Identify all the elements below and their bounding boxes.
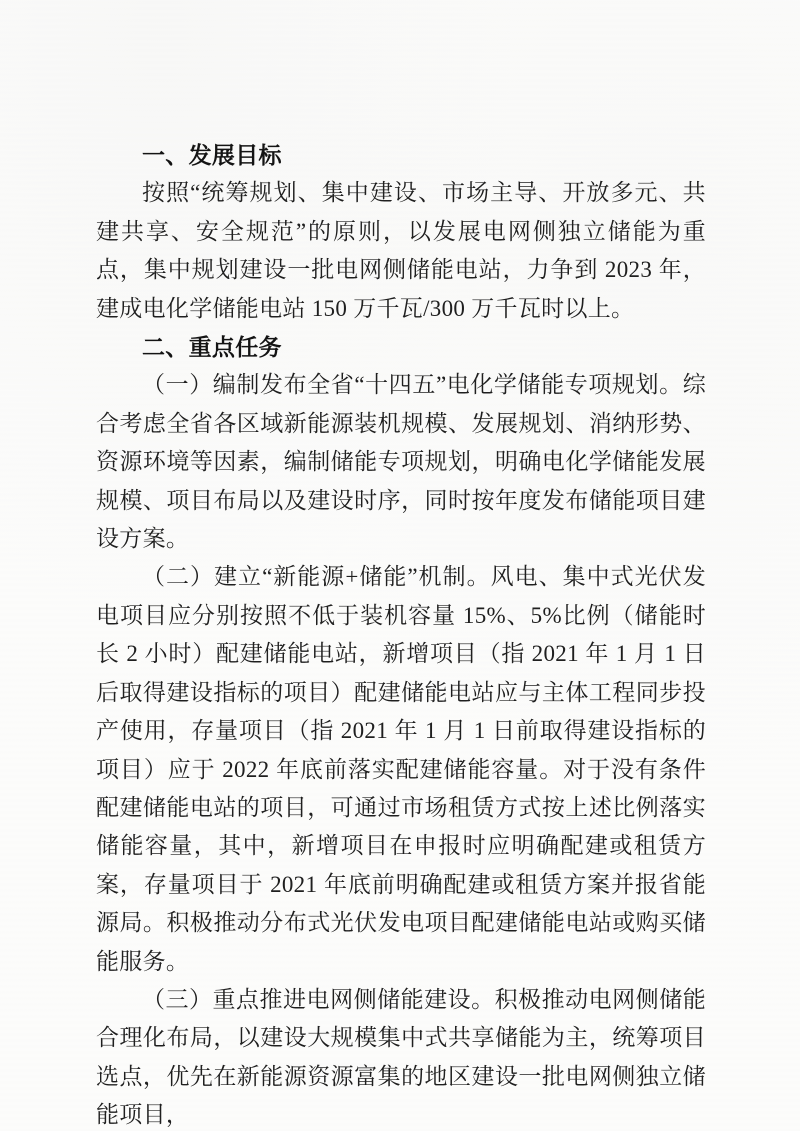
paragraph-task-2-new-energy-storage-mechanism: （二）建立“新能源+储能”机制。风电、集中式光伏发电项目应分别按照不低于装机容量 15%、5%比例（储能时长 2 小时）配建储能电站，新增项目（指 2021 年 1 月 1 日后取得建设指标的项目）配建储能电站应与主体工程同步投产使用，存量项目（指 2021 年 1 月 1 日前取得建设指标的项目）应于 2022 年底前落实配建储能容量。对于没有条件配建储能电站的项目，可通过市场租赁方式按上述比例落实储能容量，其中，新增项目在申报时应明确配建或租赁方案，存量项目于 2021 年底前明确配建或租赁方案并报省能源局。积极推动分布式光伏发电项目配建储能电站或购买储能服务。	[96, 564, 706, 974]
paragraph-task-1-planning: （一）编制发布全省“十四五”电化学储能专项规划。综合考虑全省各区域新能源装机规模、发展规划、消纳形势、资源环境等因素，编制储能专项规划，明确电化学储能发展规模、项目布局以及建设时序，同时按年度发布储能项目建设方案。	[96, 372, 706, 552]
paragraph-task-3-grid-side-storage: （三）重点推进电网侧储能建设。积极推动电网侧储能合理化布局，以建设大规模集中式共享储能为主，统筹项目选点，优先在新能源资源富集的地区建设一批电网侧独立储能项目，	[96, 986, 706, 1128]
section-heading-development-goals: 一、发展目标	[142, 142, 282, 168]
section-heading-key-tasks: 二、重点任务	[142, 334, 282, 361]
document-body	[96, 136, 706, 1135]
paragraph-development-goals: 按照“统筹规划、集中建设、市场主导、开放多元、共建共享、安全规范”的原则，以发展电网侧独立储能为重点，集中规划建设一批电网侧储能电站，力争到 2023 年，建成电化学储能电站 150 万千瓦/300 万千瓦时以上。	[96, 180, 706, 321]
